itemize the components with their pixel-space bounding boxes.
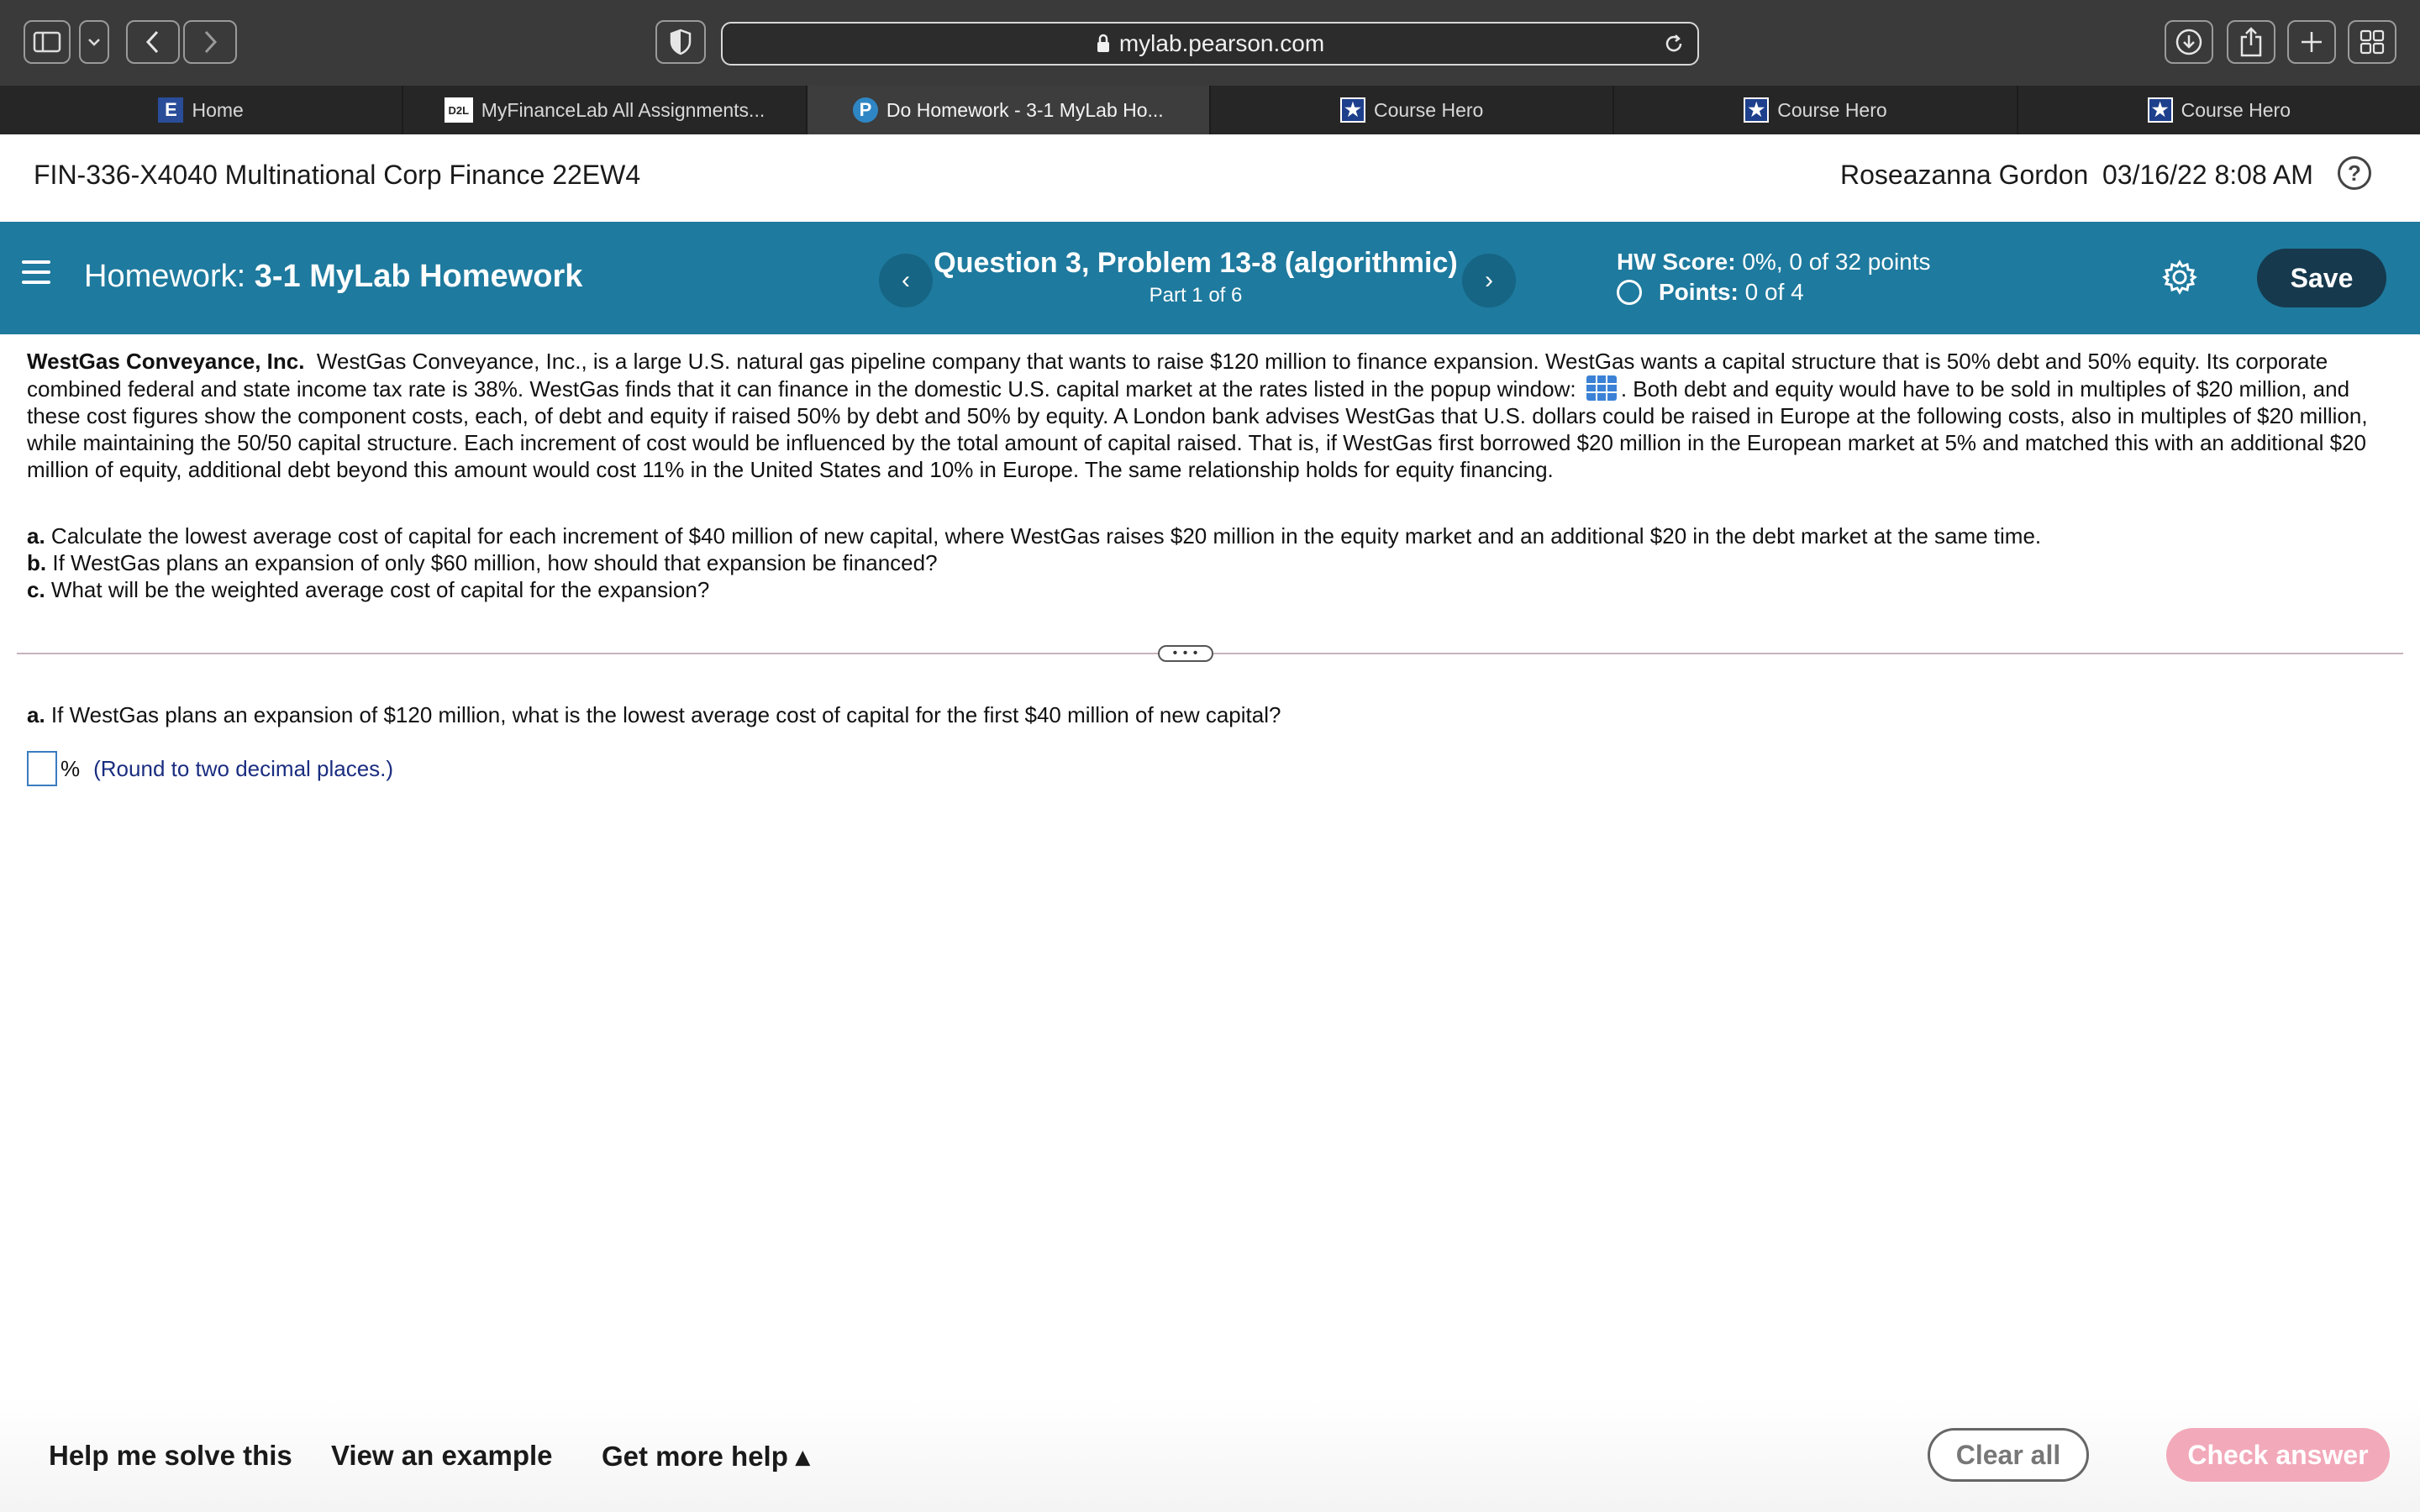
shield-icon	[669, 29, 692, 55]
course-hero-icon: ★	[1744, 97, 1769, 123]
clear-all-button[interactable]: Clear all	[1928, 1428, 2089, 1482]
tab-strip	[0, 86, 2420, 134]
question-points	[1617, 279, 1804, 306]
address-bar[interactable]	[721, 22, 1699, 66]
answer-row	[27, 751, 393, 786]
tab-label: Course Hero	[2181, 98, 2291, 121]
course-hero-icon: ★	[1340, 97, 1365, 123]
sidebar-toggle-button[interactable]	[24, 20, 71, 64]
plus-icon	[2299, 29, 2324, 55]
url-text: mylab.pearson.com	[1118, 30, 1325, 56]
homework-name: 3-1 MyLab Homework	[254, 259, 583, 294]
save-button[interactable]: Save	[2257, 249, 2386, 307]
points-label: Points:	[1659, 279, 1739, 305]
tab-label: Home	[192, 98, 244, 121]
browser-tab-do-homework[interactable]	[808, 86, 1211, 134]
hw-score-value: 0%, 0 of 32 points	[1742, 249, 1931, 275]
download-icon	[2175, 28, 2203, 56]
browser-tab-course-hero[interactable]	[2018, 86, 2420, 134]
company-name: WestGas Conveyance, Inc.	[27, 349, 305, 374]
question-text: If WestGas plans an expansion of $120 million, what is the lowest average cost of capital for the first $40 million of new capital?	[50, 702, 1281, 727]
pearson-logo-icon: P	[853, 97, 878, 123]
answer-input[interactable]	[27, 751, 57, 786]
browser-tab-home[interactable]	[0, 86, 403, 134]
check-answer-button[interactable]: Check answer	[2166, 1428, 2390, 1482]
part-c	[27, 576, 2041, 603]
view-example-link[interactable]: View an example	[331, 1440, 553, 1471]
hamburger-menu-icon[interactable]	[22, 260, 50, 286]
chevron-down-icon	[87, 37, 101, 47]
part-a	[27, 522, 2041, 549]
problem-statement	[27, 348, 2396, 483]
share-button[interactable]	[2227, 20, 2275, 64]
e-logo-icon: E	[158, 97, 183, 123]
downloads-button[interactable]	[2165, 20, 2213, 64]
chevron-right-icon	[202, 29, 218, 55]
user-name: Roseazanna Gordon	[1840, 160, 2089, 190]
dl-logo-icon: D2L	[445, 97, 473, 123]
share-icon	[2238, 27, 2264, 57]
browser-toolbar	[0, 0, 2420, 86]
back-button[interactable]	[126, 20, 180, 64]
chevron-left-icon: ‹	[902, 266, 910, 294]
course-title: FIN-336-X4040 Multinational Corp Finance 22EW4	[34, 160, 641, 190]
date-time: 03/16/22 8:08 AM	[2102, 160, 2313, 190]
forward-button[interactable]	[183, 20, 237, 64]
hw-score	[1617, 249, 1931, 276]
get-more-help-link[interactable]: Get more help ▴	[602, 1441, 810, 1472]
part-text: What will be the weighted average cost of capital for the expansion?	[50, 577, 710, 602]
problem-parts	[27, 522, 2041, 603]
question-letter: a.	[27, 702, 45, 727]
lock-icon	[1096, 34, 1111, 54]
part-letter: c.	[27, 577, 45, 602]
unit-label: %	[60, 755, 81, 781]
help-icon[interactable]: ?	[2338, 156, 2371, 190]
chevron-left-icon	[145, 29, 161, 55]
tab-label: Course Hero	[1777, 98, 1887, 121]
part-b	[27, 549, 2041, 576]
chevron-right-icon: ›	[1485, 266, 1493, 294]
gear-icon[interactable]	[2161, 259, 2198, 296]
pane-resize-handle[interactable]: • • •	[1158, 645, 1213, 662]
tab-overview-button[interactable]	[2348, 20, 2396, 64]
sidebar-icon	[33, 31, 61, 53]
new-tab-button[interactable]	[2287, 20, 2336, 64]
reload-icon[interactable]	[1662, 32, 1686, 61]
course-hero-icon: ★	[2148, 97, 2173, 123]
next-question-button[interactable]	[1462, 254, 1516, 307]
help-me-solve-link[interactable]: Help me solve this	[49, 1440, 292, 1471]
part-text: Calculate the lowest average cost of capital for each increment of $40 million of new capital, where WestGas raises $20 million in the equity market and an additional $20 in the debt market at the same time.	[50, 523, 2042, 549]
browser-tab-course-hero[interactable]	[1211, 86, 1614, 134]
problem-text-1: WestGas Conveyance, Inc., is a large U.S. natural gas pipeline company that wants to raise $120 million to finance expansion. WestGas wants a capital structure that is 50% debt and 50% equity. Its corporate combined federal and state income tax rate is 38%. WestGas finds that it can finance in the domestic U.S. capital market at the rates listed in the popup window:	[27, 349, 2328, 402]
homework-title	[84, 259, 582, 295]
hw-score-label: HW Score:	[1617, 249, 1736, 275]
sidebar-menu-button[interactable]	[79, 20, 109, 64]
privacy-report-button[interactable]	[655, 20, 706, 64]
question-part: Part 1 of 6	[1149, 284, 1243, 307]
problem-text-2: . Both debt and equity would have to be sold in multiples of $20 million, and these cost figures show the component costs, each, of debt and equity if raised 50% by debt and 50% by equity. A London bank advises WestGas that U.S. dollars could be raised in Europe at the following costs, also in multiples of $20 million, while maintaining the 50/50 capital structure. Each increment of cost would be influenced by the total amount of capital raised. That is, if WestGas first borrowed $20 million in the European market at 5% and matched this with an additional $20 million of equity, additional debt beyond this amount would cost 11% in the United States and 10% in Europe. The same relationship holds for equity financing.	[27, 376, 2368, 482]
homework-bar	[0, 222, 2420, 334]
points-value: 0 of 4	[1744, 279, 1804, 305]
part-letter: a.	[27, 523, 45, 549]
tab-grid-icon	[2359, 29, 2386, 55]
data-table-icon[interactable]	[1586, 375, 1618, 402]
homework-label: Homework:	[84, 259, 246, 294]
part-text: If WestGas plans an expansion of only $60 million, how should that expansion be financed?	[52, 550, 938, 575]
question-title: Question 3, Problem 13-8 (algorithmic)	[934, 247, 1458, 279]
tab-label: Do Homework - 3-1 MyLab Ho...	[886, 98, 1164, 121]
progress-circle-icon	[1617, 280, 1642, 305]
tab-label: Course Hero	[1373, 98, 1484, 121]
browser-tab-course-hero[interactable]	[1614, 86, 2018, 134]
rounding-hint: (Round to two decimal places.)	[93, 755, 394, 781]
course-header	[0, 134, 2420, 222]
part-letter: b.	[27, 550, 47, 575]
question-prompt	[27, 702, 1281, 728]
browser-tab-myfinancelab[interactable]	[403, 86, 807, 134]
tab-label: MyFinanceLab All Assignments...	[481, 98, 765, 121]
